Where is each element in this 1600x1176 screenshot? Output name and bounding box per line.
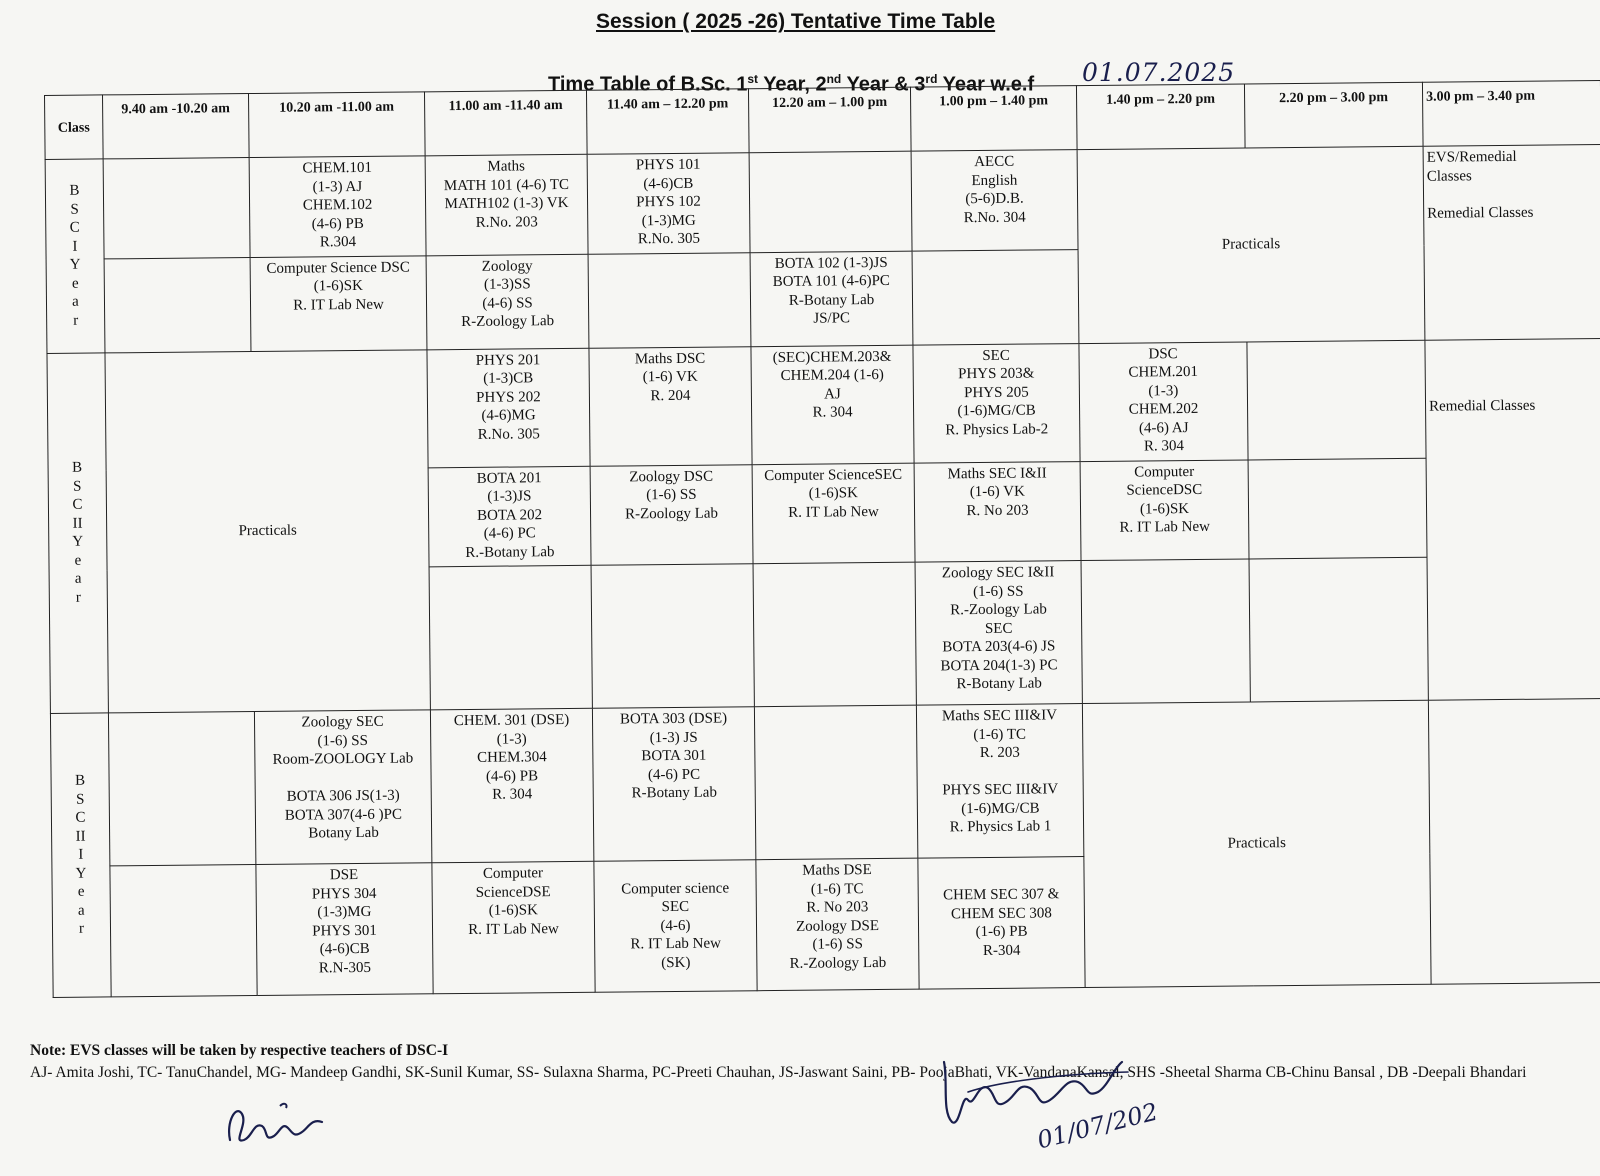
remedial-classes-2: Remedial Classes bbox=[1428, 397, 1536, 415]
subtitle-text-1: Time Table of B.Sc. 1 bbox=[548, 73, 748, 96]
y2-r3-slot-3 bbox=[429, 566, 592, 710]
evs-note: Note: EVS classes will be taken by respective teachers of DSC-I bbox=[30, 1042, 449, 1059]
y3-r2-slot-5: Maths DSE (1-6) TC R. No 203 Zoology DSE (1-6) SS R.-Zoology Lab bbox=[756, 859, 919, 991]
col-header-slot-6: 1.00 pm – 1.40 pm bbox=[910, 86, 1077, 152]
subtitle-sup-1: st bbox=[747, 72, 758, 86]
signature-1 bbox=[222, 1092, 332, 1152]
y2-r2-slot-8 bbox=[1248, 458, 1427, 559]
y1-r2-slot-3: Zoology (1-3)SS (4-6) SS R-Zoology Lab bbox=[426, 254, 589, 349]
handwritten-effective-date: 01.07.2025 bbox=[1082, 58, 1236, 87]
col-header-slot-2: 10.20 am -11.00 am bbox=[248, 92, 425, 158]
y2-r3-slot-4 bbox=[591, 564, 754, 708]
signature-date: 01/07/202 bbox=[1034, 1097, 1161, 1155]
y1-r1-slot-5 bbox=[749, 151, 912, 252]
remedial-classes-1: Remedial Classes bbox=[1427, 204, 1534, 222]
y1-practicals: Practicals bbox=[1077, 147, 1425, 344]
y2-r2-slot-5: Computer ScienceSEC (1-6)SK R. IT Lab New bbox=[752, 463, 915, 564]
y3-r1-slot-2: Zoology SEC (1-6) SS Room-ZOOLOGY Lab BOTA 306 JS(1-3) BOTA 307(4-6 )PC Botany Lab bbox=[254, 710, 431, 865]
y2-r1-slot-4: Maths DSC (1-6) VK R. 204 bbox=[589, 346, 752, 466]
y1-r1-slot-2: CHEM.101 (1-3) AJ CHEM.102 (4-6) PB R.304 bbox=[249, 156, 426, 257]
y2-r1-slot-3: PHYS 201 (1-3)CB PHYS 202 (4-6)MG R.No. 305 bbox=[427, 348, 590, 468]
y1-r2-slot-1 bbox=[104, 257, 251, 352]
timetable bbox=[44, 80, 1600, 998]
col-header-slot-9: 3.00 pm – 3.40 pm bbox=[1422, 81, 1600, 147]
footer-notes bbox=[30, 1040, 1590, 1084]
y1-r1-slot-6: AECC English (5-6)D.B. R.No. 304 bbox=[911, 150, 1078, 251]
y2-r3-slot-7 bbox=[1081, 559, 1250, 703]
y3-remedial-cell bbox=[1428, 699, 1600, 984]
col-header-slot-5: 12.20 am – 1.00 pm bbox=[748, 87, 911, 153]
y1-r2-slot-2: Computer Science DSC (1-6)SK R. IT Lab New bbox=[250, 256, 427, 352]
y2-r1-slot-7: DSC CHEM.201 (1-3) CHEM.202 (4-6) AJ R. 304 bbox=[1079, 342, 1248, 462]
y1-r1-slot-4: PHYS 101 (4-6)CB PHYS 102 (1-3)MG R.No. 305 bbox=[587, 153, 750, 254]
subtitle-sup-2: nd bbox=[826, 72, 842, 86]
y1-r1-slot-1 bbox=[103, 158, 250, 259]
col-header-slot-8: 2.20 pm – 3.00 pm bbox=[1244, 82, 1423, 148]
y1-remedial-cell bbox=[1423, 145, 1600, 340]
y2-r2-slot-4: Zoology DSC (1-6) SS R-Zoology Lab bbox=[590, 465, 753, 566]
y1-r2-slot-5: BOTA 102 (1-3)JS BOTA 101 (4-6)PC R-Botany Lab JS/PC bbox=[750, 251, 913, 346]
table-row bbox=[50, 699, 1600, 867]
y2-r1-slot-5: (SEC)CHEM.203& CHEM.204 (1-6) AJ R. 304 bbox=[751, 345, 914, 465]
y2-r3-slot-8 bbox=[1249, 558, 1428, 703]
year-label-1: B S C I Y e a r bbox=[45, 159, 105, 353]
evs-remedial-note: EVS/Remedial Classes bbox=[1426, 149, 1517, 185]
y3-r1-slot-4: BOTA 303 (DSE) (1-3) JS BOTA 301 (4-6) PC R-Botany Lab bbox=[592, 707, 755, 862]
subtitle-text-3: Year & 3 bbox=[841, 73, 926, 96]
y1-r2-slot-6 bbox=[912, 249, 1079, 344]
y3-r1-slot-6: Maths SEC III&IV (1-6) TC R. 203 PHYS SEC III&IV (1-6)MG/CB R. Physics Lab 1 bbox=[916, 704, 1083, 859]
col-header-slot-3: 11.00 am -11.40 am bbox=[424, 90, 587, 156]
y3-r2-slot-2: DSE PHYS 304 (1-3)MG PHYS 301 (4-6)CB R.N-305 bbox=[256, 863, 433, 995]
subtitle-text-4: Year w.e.f bbox=[937, 73, 1035, 96]
y2-r2-slot-6: Maths SEC I&II (1-6) VK R. No 203 bbox=[914, 462, 1081, 563]
y1-r1-slot-3: Maths MATH 101 (4-6) TC MATH102 (1-3) VK R.No. 203 bbox=[425, 155, 588, 256]
page-title: Session ( 2025 -26) Tentative Time Table bbox=[596, 10, 996, 33]
y3-r2-slot-1 bbox=[110, 865, 257, 997]
col-header-slot-1: 9.40 am -10.20 am bbox=[103, 94, 250, 160]
y2-r2-slot-7: Computer ScienceDSC (1-6)SK R. IT Lab New bbox=[1080, 460, 1249, 561]
subtitle-sup-3: rd bbox=[925, 72, 938, 86]
year-label-3: B S C II I Y e a r bbox=[50, 713, 111, 997]
col-header-class: Class bbox=[45, 95, 104, 160]
y1-r2-slot-4 bbox=[588, 252, 751, 347]
y3-practicals: Practicals bbox=[1082, 701, 1431, 988]
y3-r1-slot-5 bbox=[754, 705, 917, 860]
y3-r2-slot-4: Computer science SEC (4-6) R. IT Lab New (SK) bbox=[594, 860, 757, 992]
col-header-slot-4: 11.40 am – 12.20 pm bbox=[586, 89, 749, 155]
y2-practicals: Practicals bbox=[105, 349, 430, 713]
y3-r2-slot-3: Computer ScienceDSE (1-6)SK R. IT Lab New bbox=[432, 862, 595, 994]
y2-r1-slot-8 bbox=[1247, 340, 1426, 460]
year-label-2: B S C II Y e a r bbox=[47, 353, 108, 714]
y2-r1-slot-6: SEC PHYS 203& PHYS 205 (1-6)MG/CB R. Physics Lab-2 bbox=[913, 343, 1080, 463]
y2-remedial-cell bbox=[1425, 338, 1600, 700]
col-header-slot-7: 1.40 pm – 2.20 pm bbox=[1076, 84, 1245, 150]
table-row bbox=[45, 145, 1600, 259]
table-row bbox=[47, 338, 1600, 471]
y2-r3-slot-6: Zoology SEC I&II (1-6) SS R.-Zoology Lab SEC BOTA 203(4-6) JS BOTA 204(1-3) PC R-Botany Lab bbox=[915, 561, 1082, 705]
y2-r3-slot-5 bbox=[753, 563, 916, 707]
y3-r2-slot-6: CHEM SEC 307 & CHEM SEC 308 (1-6) PB R-304 bbox=[918, 857, 1085, 989]
teacher-legend: AJ- Amita Joshi, TC- TanuChandel, MG- Mandeep Gandhi, SK-Sunil Kumar, SS- Sulaxna Sharma, PC-Preeti Chauhan, JS-Jaswant Saini, PB- PoojaBhati, VK-VandanaKansal, SHS -Sheetal Sharma CB-Chinu Bansal , DB -Deepali Bhandari bbox=[30, 1064, 1527, 1081]
y3-r1-slot-1 bbox=[108, 712, 255, 866]
y3-r1-slot-3: CHEM. 301 (DSE) (1-3) CHEM.304 (4-6) PB R. 304 bbox=[430, 709, 593, 864]
subtitle-text-2: Year, 2 bbox=[758, 73, 827, 96]
y2-r2-slot-3: BOTA 201 (1-3)JS BOTA 202 (4-6) PC R.-Botany Lab bbox=[428, 466, 591, 567]
